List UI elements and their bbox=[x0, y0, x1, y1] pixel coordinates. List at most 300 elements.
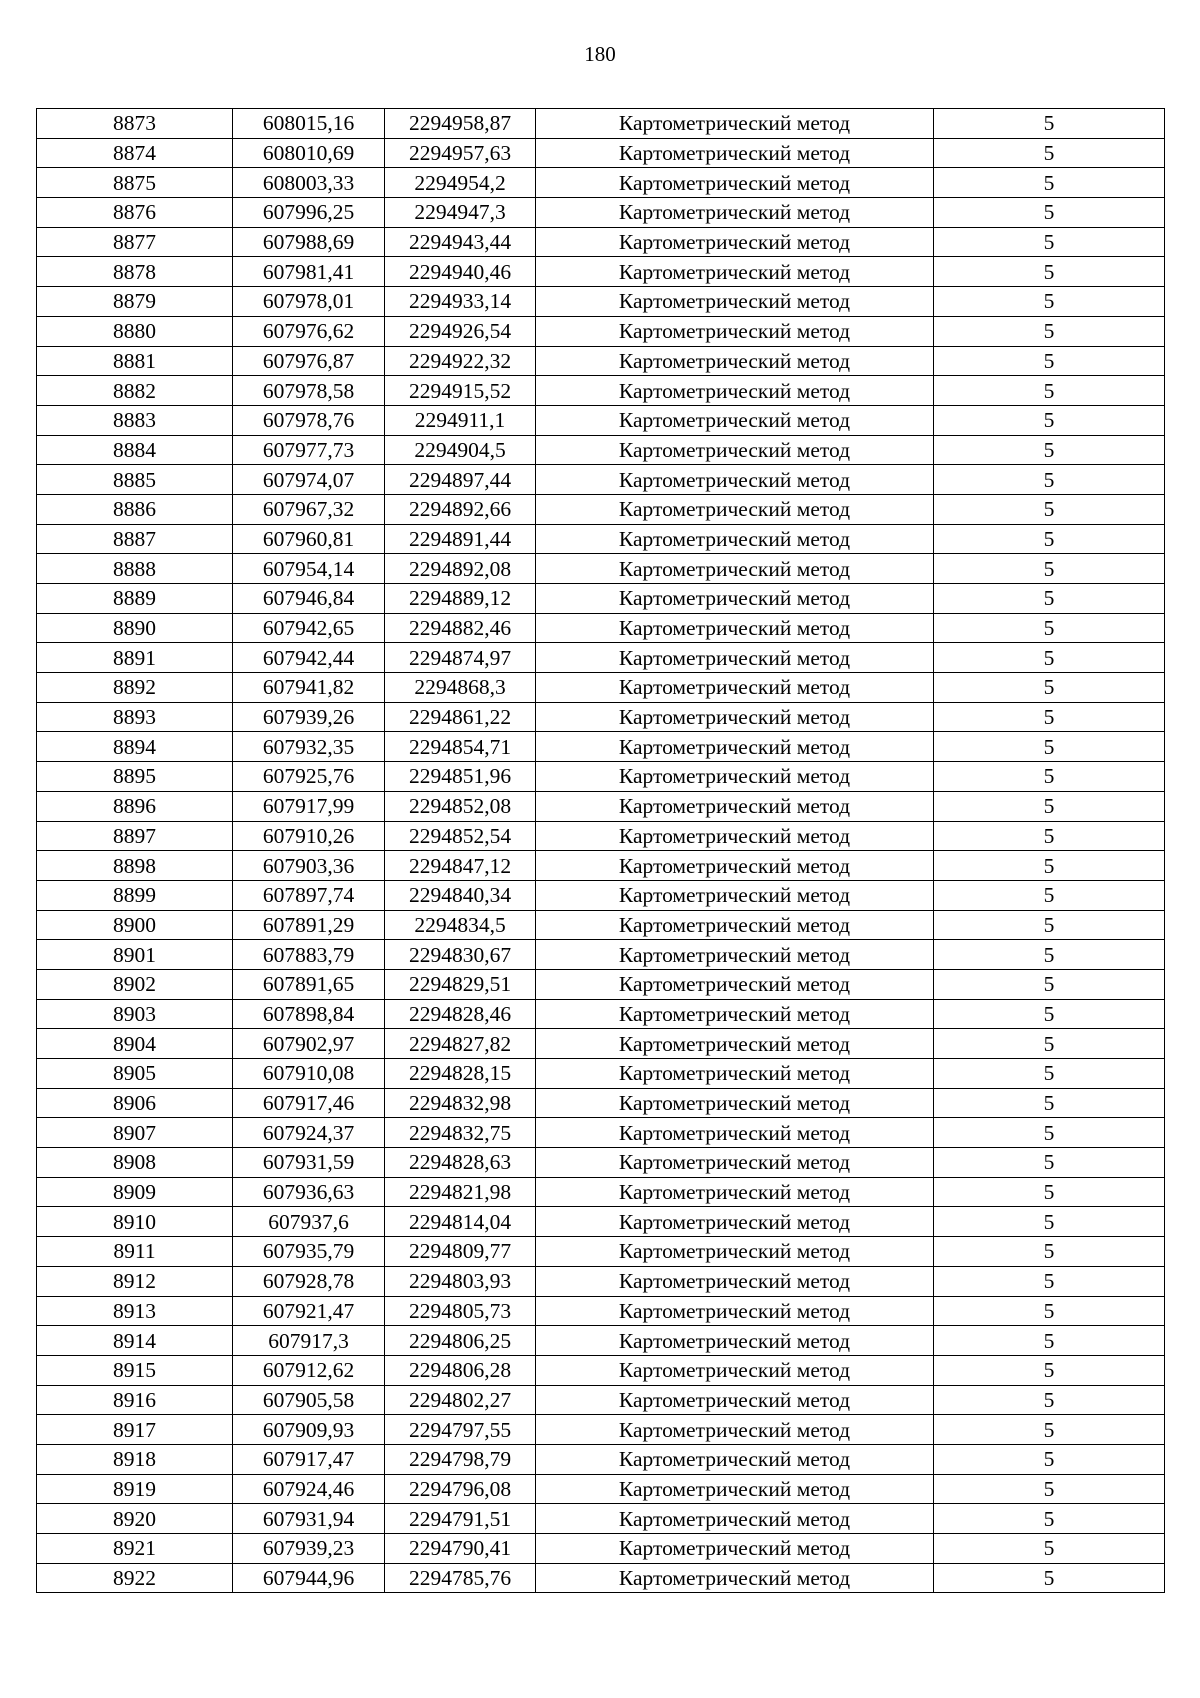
y-coordinate-cell: 2294954,2 bbox=[385, 168, 536, 198]
table-row bbox=[37, 1029, 1165, 1059]
y-coordinate-cell: 2294926,54 bbox=[385, 316, 536, 346]
x-coordinate-cell: 608003,33 bbox=[233, 168, 385, 198]
point-number-cell: 8918 bbox=[37, 1444, 233, 1474]
method-cell: Картометрический метод bbox=[536, 376, 934, 406]
method-cell: Картометрический метод bbox=[536, 584, 934, 614]
x-coordinate-cell: 607897,74 bbox=[233, 880, 385, 910]
table-row bbox=[37, 940, 1165, 970]
y-coordinate-cell: 2294828,63 bbox=[385, 1148, 536, 1178]
method-cell: Картометрический метод bbox=[536, 1326, 934, 1356]
point-number-cell: 8907 bbox=[37, 1118, 233, 1148]
method-cell: Картометрический метод bbox=[536, 1444, 934, 1474]
y-coordinate-cell: 2294854,71 bbox=[385, 732, 536, 762]
accuracy-cell: 5 bbox=[934, 762, 1165, 792]
method-cell: Картометрический метод bbox=[536, 1088, 934, 1118]
x-coordinate-cell: 607967,32 bbox=[233, 494, 385, 524]
point-number-cell: 8884 bbox=[37, 435, 233, 465]
point-number-cell: 8919 bbox=[37, 1474, 233, 1504]
table-row bbox=[37, 910, 1165, 940]
point-number-cell: 8895 bbox=[37, 762, 233, 792]
y-coordinate-cell: 2294851,96 bbox=[385, 762, 536, 792]
method-cell: Картометрический метод bbox=[536, 1207, 934, 1237]
y-coordinate-cell: 2294834,5 bbox=[385, 910, 536, 940]
table-row bbox=[37, 227, 1165, 257]
y-coordinate-cell: 2294805,73 bbox=[385, 1296, 536, 1326]
table-row bbox=[37, 821, 1165, 851]
method-cell: Картометрический метод bbox=[536, 940, 934, 970]
method-cell: Картометрический метод bbox=[536, 494, 934, 524]
method-cell: Картометрический метод bbox=[536, 643, 934, 673]
y-coordinate-cell: 2294904,5 bbox=[385, 435, 536, 465]
method-cell: Картометрический метод bbox=[536, 1177, 934, 1207]
table-row bbox=[37, 1326, 1165, 1356]
y-coordinate-cell: 2294933,14 bbox=[385, 287, 536, 317]
table-row bbox=[37, 1355, 1165, 1385]
point-number-cell: 8887 bbox=[37, 524, 233, 554]
accuracy-cell: 5 bbox=[934, 257, 1165, 287]
method-cell: Картометрический метод bbox=[536, 524, 934, 554]
point-number-cell: 8888 bbox=[37, 554, 233, 584]
accuracy-cell: 5 bbox=[934, 494, 1165, 524]
point-number-cell: 8873 bbox=[37, 109, 233, 139]
y-coordinate-cell: 2294958,87 bbox=[385, 109, 536, 139]
table-row bbox=[37, 613, 1165, 643]
table-row bbox=[37, 732, 1165, 762]
x-coordinate-cell: 607928,78 bbox=[233, 1266, 385, 1296]
point-number-cell: 8881 bbox=[37, 346, 233, 376]
accuracy-cell: 5 bbox=[934, 1385, 1165, 1415]
table-row bbox=[37, 969, 1165, 999]
method-cell: Картометрический метод bbox=[536, 1385, 934, 1415]
table-row bbox=[37, 1059, 1165, 1089]
method-cell: Картометрический метод bbox=[536, 969, 934, 999]
table-row bbox=[37, 762, 1165, 792]
x-coordinate-cell: 607925,76 bbox=[233, 762, 385, 792]
y-coordinate-cell: 2294852,54 bbox=[385, 821, 536, 851]
x-coordinate-cell: 607891,29 bbox=[233, 910, 385, 940]
method-cell: Картометрический метод bbox=[536, 1474, 934, 1504]
table-row bbox=[37, 851, 1165, 881]
point-number-cell: 8916 bbox=[37, 1385, 233, 1415]
accuracy-cell: 5 bbox=[934, 999, 1165, 1029]
method-cell: Картометрический метод bbox=[536, 1415, 934, 1445]
accuracy-cell: 5 bbox=[934, 1415, 1165, 1445]
x-coordinate-cell: 607931,94 bbox=[233, 1504, 385, 1534]
table-row bbox=[37, 109, 1165, 139]
y-coordinate-cell: 2294940,46 bbox=[385, 257, 536, 287]
table-row bbox=[37, 999, 1165, 1029]
accuracy-cell: 5 bbox=[934, 1118, 1165, 1148]
y-coordinate-cell: 2294798,79 bbox=[385, 1444, 536, 1474]
point-number-cell: 8876 bbox=[37, 198, 233, 228]
method-cell: Картометрический метод bbox=[536, 702, 934, 732]
x-coordinate-cell: 607939,23 bbox=[233, 1534, 385, 1564]
point-number-cell: 8898 bbox=[37, 851, 233, 881]
table-row bbox=[37, 435, 1165, 465]
method-cell: Картометрический метод bbox=[536, 1118, 934, 1148]
accuracy-cell: 5 bbox=[934, 138, 1165, 168]
y-coordinate-cell: 2294861,22 bbox=[385, 702, 536, 732]
x-coordinate-cell: 607974,07 bbox=[233, 465, 385, 495]
x-coordinate-cell: 607910,26 bbox=[233, 821, 385, 851]
y-coordinate-cell: 2294829,51 bbox=[385, 969, 536, 999]
accuracy-cell: 5 bbox=[934, 227, 1165, 257]
accuracy-cell: 5 bbox=[934, 1563, 1165, 1593]
method-cell: Картометрический метод bbox=[536, 465, 934, 495]
method-cell: Картометрический метод bbox=[536, 613, 934, 643]
point-number-cell: 8891 bbox=[37, 643, 233, 673]
method-cell: Картометрический метод bbox=[536, 1059, 934, 1089]
x-coordinate-cell: 607932,35 bbox=[233, 732, 385, 762]
table-row bbox=[37, 524, 1165, 554]
x-coordinate-cell: 607903,36 bbox=[233, 851, 385, 881]
y-coordinate-cell: 2294943,44 bbox=[385, 227, 536, 257]
x-coordinate-cell: 607883,79 bbox=[233, 940, 385, 970]
accuracy-cell: 5 bbox=[934, 821, 1165, 851]
accuracy-cell: 5 bbox=[934, 851, 1165, 881]
table-row bbox=[37, 1088, 1165, 1118]
y-coordinate-cell: 2294821,98 bbox=[385, 1177, 536, 1207]
x-coordinate-cell: 607902,97 bbox=[233, 1029, 385, 1059]
table-row bbox=[37, 1237, 1165, 1267]
accuracy-cell: 5 bbox=[934, 702, 1165, 732]
y-coordinate-cell: 2294922,32 bbox=[385, 346, 536, 376]
point-number-cell: 8917 bbox=[37, 1415, 233, 1445]
accuracy-cell: 5 bbox=[934, 316, 1165, 346]
table-row bbox=[37, 1415, 1165, 1445]
x-coordinate-cell: 607978,76 bbox=[233, 405, 385, 435]
accuracy-cell: 5 bbox=[934, 643, 1165, 673]
y-coordinate-cell: 2294957,63 bbox=[385, 138, 536, 168]
point-number-cell: 8896 bbox=[37, 791, 233, 821]
table-row bbox=[37, 1444, 1165, 1474]
y-coordinate-cell: 2294911,1 bbox=[385, 405, 536, 435]
method-cell: Картометрический метод bbox=[536, 198, 934, 228]
table-row bbox=[37, 1534, 1165, 1564]
y-coordinate-cell: 2294889,12 bbox=[385, 584, 536, 614]
x-coordinate-cell: 607939,26 bbox=[233, 702, 385, 732]
table-row bbox=[37, 405, 1165, 435]
table-row bbox=[37, 465, 1165, 495]
x-coordinate-cell: 607931,59 bbox=[233, 1148, 385, 1178]
method-cell: Картометрический метод bbox=[536, 821, 934, 851]
y-coordinate-cell: 2294832,98 bbox=[385, 1088, 536, 1118]
table-row bbox=[37, 643, 1165, 673]
point-number-cell: 8902 bbox=[37, 969, 233, 999]
table-row bbox=[37, 1207, 1165, 1237]
table-row bbox=[37, 791, 1165, 821]
y-coordinate-cell: 2294897,44 bbox=[385, 465, 536, 495]
accuracy-cell: 5 bbox=[934, 198, 1165, 228]
accuracy-cell: 5 bbox=[934, 168, 1165, 198]
point-number-cell: 8874 bbox=[37, 138, 233, 168]
point-number-cell: 8909 bbox=[37, 1177, 233, 1207]
table-row bbox=[37, 287, 1165, 317]
point-number-cell: 8904 bbox=[37, 1029, 233, 1059]
point-number-cell: 8875 bbox=[37, 168, 233, 198]
y-coordinate-cell: 2294790,41 bbox=[385, 1534, 536, 1564]
point-number-cell: 8906 bbox=[37, 1088, 233, 1118]
x-coordinate-cell: 608010,69 bbox=[233, 138, 385, 168]
y-coordinate-cell: 2294947,3 bbox=[385, 198, 536, 228]
method-cell: Картометрический метод bbox=[536, 1029, 934, 1059]
point-number-cell: 8892 bbox=[37, 673, 233, 703]
x-coordinate-cell: 607976,62 bbox=[233, 316, 385, 346]
method-cell: Картометрический метод bbox=[536, 138, 934, 168]
y-coordinate-cell: 2294830,67 bbox=[385, 940, 536, 970]
x-coordinate-cell: 607917,46 bbox=[233, 1088, 385, 1118]
y-coordinate-cell: 2294814,04 bbox=[385, 1207, 536, 1237]
x-coordinate-cell: 607891,65 bbox=[233, 969, 385, 999]
point-number-cell: 8890 bbox=[37, 613, 233, 643]
x-coordinate-cell: 607942,65 bbox=[233, 613, 385, 643]
y-coordinate-cell: 2294832,75 bbox=[385, 1118, 536, 1148]
accuracy-cell: 5 bbox=[934, 1504, 1165, 1534]
accuracy-cell: 5 bbox=[934, 732, 1165, 762]
method-cell: Картометрический метод bbox=[536, 762, 934, 792]
accuracy-cell: 5 bbox=[934, 880, 1165, 910]
x-coordinate-cell: 607910,08 bbox=[233, 1059, 385, 1089]
accuracy-cell: 5 bbox=[934, 613, 1165, 643]
table-row bbox=[37, 1148, 1165, 1178]
point-number-cell: 8883 bbox=[37, 405, 233, 435]
x-coordinate-cell: 607917,99 bbox=[233, 791, 385, 821]
accuracy-cell: 5 bbox=[934, 1326, 1165, 1356]
accuracy-cell: 5 bbox=[934, 1355, 1165, 1385]
point-number-cell: 8893 bbox=[37, 702, 233, 732]
x-coordinate-cell: 607942,44 bbox=[233, 643, 385, 673]
accuracy-cell: 5 bbox=[934, 524, 1165, 554]
point-number-cell: 8908 bbox=[37, 1148, 233, 1178]
x-coordinate-cell: 607912,62 bbox=[233, 1355, 385, 1385]
point-number-cell: 8915 bbox=[37, 1355, 233, 1385]
y-coordinate-cell: 2294791,51 bbox=[385, 1504, 536, 1534]
x-coordinate-cell: 607924,46 bbox=[233, 1474, 385, 1504]
point-number-cell: 8903 bbox=[37, 999, 233, 1029]
method-cell: Картометрический метод bbox=[536, 791, 934, 821]
point-number-cell: 8922 bbox=[37, 1563, 233, 1593]
x-coordinate-cell: 607941,82 bbox=[233, 673, 385, 703]
method-cell: Картометрический метод bbox=[536, 910, 934, 940]
point-number-cell: 8905 bbox=[37, 1059, 233, 1089]
table-row bbox=[37, 1296, 1165, 1326]
x-coordinate-cell: 607921,47 bbox=[233, 1296, 385, 1326]
y-coordinate-cell: 2294874,97 bbox=[385, 643, 536, 673]
point-number-cell: 8912 bbox=[37, 1266, 233, 1296]
table-row bbox=[37, 1385, 1165, 1415]
table-row bbox=[37, 880, 1165, 910]
point-number-cell: 8894 bbox=[37, 732, 233, 762]
method-cell: Картометрический метод bbox=[536, 554, 934, 584]
y-coordinate-cell: 2294806,28 bbox=[385, 1355, 536, 1385]
table-row bbox=[37, 138, 1165, 168]
method-cell: Картометрический метод bbox=[536, 435, 934, 465]
x-coordinate-cell: 607977,73 bbox=[233, 435, 385, 465]
x-coordinate-cell: 607937,6 bbox=[233, 1207, 385, 1237]
method-cell: Картометрический метод bbox=[536, 1148, 934, 1178]
table-row bbox=[37, 1266, 1165, 1296]
x-coordinate-cell: 607946,84 bbox=[233, 584, 385, 614]
method-cell: Картометрический метод bbox=[536, 346, 934, 376]
method-cell: Картометрический метод bbox=[536, 851, 934, 881]
method-cell: Картометрический метод bbox=[536, 109, 934, 139]
point-number-cell: 8911 bbox=[37, 1237, 233, 1267]
accuracy-cell: 5 bbox=[934, 287, 1165, 317]
table-row bbox=[37, 168, 1165, 198]
table-row bbox=[37, 494, 1165, 524]
x-coordinate-cell: 607905,58 bbox=[233, 1385, 385, 1415]
y-coordinate-cell: 2294806,25 bbox=[385, 1326, 536, 1356]
point-number-cell: 8886 bbox=[37, 494, 233, 524]
point-number-cell: 8879 bbox=[37, 287, 233, 317]
point-number-cell: 8900 bbox=[37, 910, 233, 940]
y-coordinate-cell: 2294847,12 bbox=[385, 851, 536, 881]
x-coordinate-cell: 607935,79 bbox=[233, 1237, 385, 1267]
coordinates-table bbox=[36, 108, 1165, 1593]
accuracy-cell: 5 bbox=[934, 1474, 1165, 1504]
x-coordinate-cell: 607898,84 bbox=[233, 999, 385, 1029]
method-cell: Картометрический метод bbox=[536, 1563, 934, 1593]
table-row bbox=[37, 1504, 1165, 1534]
accuracy-cell: 5 bbox=[934, 791, 1165, 821]
y-coordinate-cell: 2294803,93 bbox=[385, 1266, 536, 1296]
accuracy-cell: 5 bbox=[934, 1177, 1165, 1207]
page-number: 180 bbox=[584, 42, 616, 66]
table-row bbox=[37, 346, 1165, 376]
point-number-cell: 8885 bbox=[37, 465, 233, 495]
x-coordinate-cell: 607944,96 bbox=[233, 1563, 385, 1593]
method-cell: Картометрический метод bbox=[536, 257, 934, 287]
accuracy-cell: 5 bbox=[934, 405, 1165, 435]
y-coordinate-cell: 2294882,46 bbox=[385, 613, 536, 643]
method-cell: Картометрический метод bbox=[536, 227, 934, 257]
point-number-cell: 8877 bbox=[37, 227, 233, 257]
x-coordinate-cell: 607978,58 bbox=[233, 376, 385, 406]
table-row bbox=[37, 584, 1165, 614]
x-coordinate-cell: 607960,81 bbox=[233, 524, 385, 554]
y-coordinate-cell: 2294868,3 bbox=[385, 673, 536, 703]
y-coordinate-cell: 2294828,15 bbox=[385, 1059, 536, 1089]
x-coordinate-cell: 607981,41 bbox=[233, 257, 385, 287]
y-coordinate-cell: 2294892,66 bbox=[385, 494, 536, 524]
accuracy-cell: 5 bbox=[934, 910, 1165, 940]
table-row bbox=[37, 198, 1165, 228]
accuracy-cell: 5 bbox=[934, 554, 1165, 584]
accuracy-cell: 5 bbox=[934, 1296, 1165, 1326]
table-row bbox=[37, 1118, 1165, 1148]
point-number-cell: 8920 bbox=[37, 1504, 233, 1534]
method-cell: Картометрический метод bbox=[536, 287, 934, 317]
x-coordinate-cell: 608015,16 bbox=[233, 109, 385, 139]
table-row bbox=[37, 554, 1165, 584]
x-coordinate-cell: 607976,87 bbox=[233, 346, 385, 376]
table-row bbox=[37, 316, 1165, 346]
method-cell: Картометрический метод bbox=[536, 405, 934, 435]
point-number-cell: 8897 bbox=[37, 821, 233, 851]
x-coordinate-cell: 607917,47 bbox=[233, 1444, 385, 1474]
method-cell: Картометрический метод bbox=[536, 880, 934, 910]
point-number-cell: 8878 bbox=[37, 257, 233, 287]
table-row bbox=[37, 257, 1165, 287]
x-coordinate-cell: 607917,3 bbox=[233, 1326, 385, 1356]
accuracy-cell: 5 bbox=[934, 1444, 1165, 1474]
accuracy-cell: 5 bbox=[934, 435, 1165, 465]
y-coordinate-cell: 2294809,77 bbox=[385, 1237, 536, 1267]
x-coordinate-cell: 607978,01 bbox=[233, 287, 385, 317]
y-coordinate-cell: 2294852,08 bbox=[385, 791, 536, 821]
method-cell: Картометрический метод bbox=[536, 732, 934, 762]
method-cell: Картометрический метод bbox=[536, 999, 934, 1029]
method-cell: Картометрический метод bbox=[536, 1534, 934, 1564]
x-coordinate-cell: 607988,69 bbox=[233, 227, 385, 257]
accuracy-cell: 5 bbox=[934, 584, 1165, 614]
y-coordinate-cell: 2294796,08 bbox=[385, 1474, 536, 1504]
point-number-cell: 8889 bbox=[37, 584, 233, 614]
y-coordinate-cell: 2294891,44 bbox=[385, 524, 536, 554]
table-row bbox=[37, 1177, 1165, 1207]
y-coordinate-cell: 2294892,08 bbox=[385, 554, 536, 584]
coordinates-table-body bbox=[37, 109, 1165, 1593]
y-coordinate-cell: 2294915,52 bbox=[385, 376, 536, 406]
method-cell: Картометрический метод bbox=[536, 1296, 934, 1326]
method-cell: Картометрический метод bbox=[536, 1504, 934, 1534]
point-number-cell: 8913 bbox=[37, 1296, 233, 1326]
point-number-cell: 8921 bbox=[37, 1534, 233, 1564]
method-cell: Картометрический метод bbox=[536, 168, 934, 198]
table-row bbox=[37, 702, 1165, 732]
accuracy-cell: 5 bbox=[934, 1088, 1165, 1118]
accuracy-cell: 5 bbox=[934, 1029, 1165, 1059]
x-coordinate-cell: 607924,37 bbox=[233, 1118, 385, 1148]
x-coordinate-cell: 607954,14 bbox=[233, 554, 385, 584]
accuracy-cell: 5 bbox=[934, 969, 1165, 999]
accuracy-cell: 5 bbox=[934, 109, 1165, 139]
point-number-cell: 8882 bbox=[37, 376, 233, 406]
point-number-cell: 8914 bbox=[37, 1326, 233, 1356]
accuracy-cell: 5 bbox=[934, 1534, 1165, 1564]
x-coordinate-cell: 607909,93 bbox=[233, 1415, 385, 1445]
point-number-cell: 8899 bbox=[37, 880, 233, 910]
accuracy-cell: 5 bbox=[934, 1237, 1165, 1267]
accuracy-cell: 5 bbox=[934, 1266, 1165, 1296]
method-cell: Картометрический метод bbox=[536, 1355, 934, 1385]
y-coordinate-cell: 2294797,55 bbox=[385, 1415, 536, 1445]
y-coordinate-cell: 2294785,76 bbox=[385, 1563, 536, 1593]
point-number-cell: 8901 bbox=[37, 940, 233, 970]
y-coordinate-cell: 2294840,34 bbox=[385, 880, 536, 910]
accuracy-cell: 5 bbox=[934, 1059, 1165, 1089]
accuracy-cell: 5 bbox=[934, 1207, 1165, 1237]
accuracy-cell: 5 bbox=[934, 465, 1165, 495]
point-number-cell: 8910 bbox=[37, 1207, 233, 1237]
accuracy-cell: 5 bbox=[934, 376, 1165, 406]
method-cell: Картометрический метод bbox=[536, 673, 934, 703]
table-row bbox=[37, 1474, 1165, 1504]
method-cell: Картометрический метод bbox=[536, 1237, 934, 1267]
x-coordinate-cell: 607996,25 bbox=[233, 198, 385, 228]
x-coordinate-cell: 607936,63 bbox=[233, 1177, 385, 1207]
y-coordinate-cell: 2294827,82 bbox=[385, 1029, 536, 1059]
accuracy-cell: 5 bbox=[934, 346, 1165, 376]
accuracy-cell: 5 bbox=[934, 940, 1165, 970]
y-coordinate-cell: 2294828,46 bbox=[385, 999, 536, 1029]
table-row bbox=[37, 376, 1165, 406]
table-row bbox=[37, 673, 1165, 703]
accuracy-cell: 5 bbox=[934, 1148, 1165, 1178]
point-number-cell: 8880 bbox=[37, 316, 233, 346]
accuracy-cell: 5 bbox=[934, 673, 1165, 703]
method-cell: Картометрический метод bbox=[536, 1266, 934, 1296]
